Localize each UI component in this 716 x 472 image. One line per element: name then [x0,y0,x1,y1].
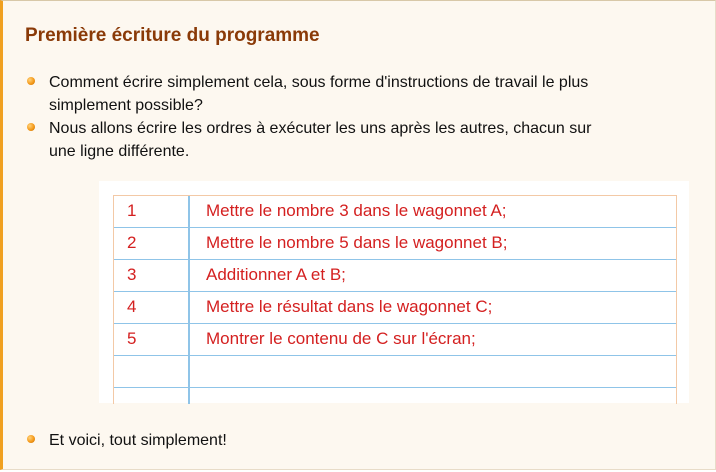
table-row [114,260,676,292]
program-table-area [99,181,689,403]
row-number: 2 [127,233,137,252]
bullet-dot-icon [27,123,35,131]
table-row [114,324,676,356]
row-number: 5 [127,329,137,348]
table-row [114,228,676,260]
bullet-text-line-1: Nous allons écrire les ordres à exécuter les uns après les autres, chacun sur [49,120,592,137]
row-instruction: Mettre le nombre 5 dans le wagonnet B; [206,233,508,252]
table-row [114,292,676,324]
row-instruction: Mettre le résultat dans le wagonnet C; [206,297,493,316]
lined-paper [113,195,677,404]
row-instruction: Montrer le contenu de C sur l'écran; [206,329,476,348]
row-instruction: Mettre le nombre 3 dans le wagonnet A; [206,201,507,220]
row-number: 1 [127,201,137,220]
bullet-dot-icon [27,435,35,443]
table-row [114,356,676,388]
row-number: 3 [127,265,137,284]
table-row [114,196,676,228]
table-row [114,388,676,419]
bullet-text-line-1: Comment écrire simplement cela, sous forme d'instructions de travail le plus [49,74,589,91]
bullet-text-line-2: simplement possible? [49,97,203,114]
row-instruction: Additionner A et B; [206,265,346,284]
slide-title: Première écriture du programme [25,25,320,46]
bullet-text-final: Et voici, tout simplement! [49,432,227,449]
row-number: 4 [127,297,137,316]
bullet-dot-icon [27,77,35,85]
bullet-text-line-2: une ligne différente. [49,143,190,160]
